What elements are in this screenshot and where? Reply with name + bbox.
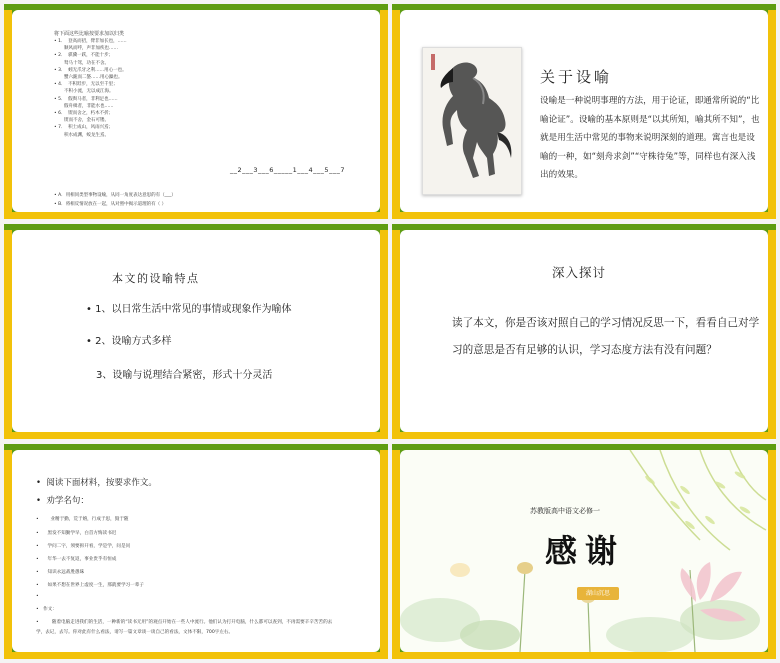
quote-item: • 年华一去不复返，事业贵乎有恒成 <box>36 557 117 562</box>
frame-right <box>768 10 776 212</box>
list-item-sub: 锲而不舍，金石可镂。 <box>64 118 109 124</box>
option-b: • B．将相反情况放在一起，从对照中揭示道理的有（ ） <box>54 202 167 207</box>
slide-thumb-4[interactable] <box>392 224 776 439</box>
slide-thumb-3[interactable] <box>4 224 388 439</box>
quote-item: • 黑发不知勤学早，白首方悔读书迟 <box>36 531 117 536</box>
frame-bottom <box>4 652 388 659</box>
frame-left <box>392 10 400 212</box>
quote-item: • 如果不想在世界上虚度一生，那就要学习一辈子 <box>36 583 144 588</box>
frame-left <box>392 450 400 652</box>
list-item: • 4． 不积跬步，无以至千里； <box>54 82 118 88</box>
frame-left <box>4 450 12 652</box>
slide-body-text: 读了本文，你是否该对照自己的学习情况反思一下，看看自己对学习的意思是否有足够的认识，学习态度方法有没有问题？ <box>452 317 760 356</box>
frame-right <box>768 230 776 432</box>
slide-card <box>400 450 768 652</box>
frame-bottom <box>4 432 388 439</box>
point-2: • 2、设喻方式多样 <box>86 336 172 347</box>
slide-card <box>400 230 768 432</box>
quote-item: • 学问二字，须要拆开看，学是学，问是问 <box>36 544 131 549</box>
list-item-sub: 不积小流，无以成江海。 <box>64 89 114 95</box>
essay-label: • 作文： <box>36 607 57 612</box>
quotes-label: • 劝学名句： <box>36 496 89 506</box>
list-item: • 3． 蚓无爪牙之利……用心一也。 <box>54 67 127 73</box>
list-item: • 6． 锲而舍之，朽木不折； <box>54 111 114 117</box>
list-item-sub: 顺风而呼，声非加疾也…… <box>64 46 118 52</box>
essay-prompt: • 随着电脑走进我们的生活，一种新的“读书无用”的观点开始在一些人中流行。他们认为打开电脑，什么都可以查到，不再需要辛辛苦苦的去学，去记，去写。你对此有什么看法，请写一篇文章谈一谈自己的看法，文体不限，700字左右。 <box>36 620 333 635</box>
slide-thumb-1[interactable] <box>4 4 388 219</box>
point-3: 3、设喻与说理结合紧密，形式十分灵活 <box>96 370 273 381</box>
slide-thumb-5[interactable] <box>4 444 388 659</box>
frame-bottom <box>392 652 776 659</box>
list-item: • 7． 积土成山，风雨兴焉； <box>54 125 114 131</box>
exercise-list <box>54 38 204 139</box>
list-item-sub: 驽马十驾，功在不舍。 <box>64 60 109 66</box>
frame-bottom <box>392 212 776 219</box>
slide-thumb-6[interactable] <box>392 444 776 659</box>
author-badge: 湖山沉思 <box>577 587 619 600</box>
point-1: • 1、以日常生活中常见的事情或现象作为喻体 <box>86 304 292 315</box>
option-a: • A．用相同类型事物设喻，从同一角度表达意思的有（___） <box>54 193 176 198</box>
list-item-sub: 蟹六跪而二螯……用心躁也。 <box>64 75 123 81</box>
option-list <box>54 191 176 209</box>
empty-bullet: • <box>36 594 39 599</box>
list-item-sub: 积水成渊，蛟龙生焉。 <box>64 132 109 138</box>
course-subtitle: 苏教版高中语文必修一 <box>530 507 600 515</box>
list-item: • 5． 假舆马者，非利足也…… <box>54 96 118 102</box>
list-item: • 1． 登高而招，臂非加长也，…… <box>54 39 127 44</box>
slide-card <box>12 10 380 212</box>
slide-title: 关于设喻 <box>540 68 613 86</box>
slide-title: 本文的设喻特点 <box>112 272 200 285</box>
frame-bottom <box>4 212 388 219</box>
answer-line: __2___3___6_____1___4___5___7 <box>230 166 345 174</box>
frame-right <box>380 450 388 652</box>
thanks-title: 感谢 <box>545 532 626 570</box>
quote-item: • 业精于勤，荒于嬉，行成于思，毁于随 <box>36 517 129 522</box>
list-item-sub: 假舟楫者，非能水也…… <box>64 103 114 109</box>
instruction-line: • 阅读下面材料，按要求作文。 <box>36 478 157 488</box>
slide-body-text: 设喻是一种说明事理的方法，用于论证，即通常所说的“比喻论证”。设喻的基本原则是“以其所知，喻其所不知”，也就是用生活中常见的事物来说明深刻的道理。寓言也是设喻的一种，如“刻舟求剑”“守株待兔”等，同样也有深入浅出的效果。 <box>540 96 760 180</box>
list-item: • 2． 骐骥一跃，不能十步； <box>54 53 114 59</box>
frame-right <box>380 230 388 432</box>
slide-card <box>12 230 380 432</box>
slide-card <box>12 450 380 652</box>
frame-left <box>4 10 12 212</box>
frame-right <box>768 450 776 652</box>
frame-right <box>380 10 388 212</box>
exercise-heading: 将下面这些比喻按要求加以归类 <box>54 31 125 37</box>
horse-painting-image <box>422 47 522 195</box>
frame-bottom <box>392 432 776 439</box>
slide-thumb-2[interactable] <box>392 4 776 219</box>
frame-left <box>392 230 400 432</box>
slide-card <box>400 10 768 212</box>
quote-item: • 知识永远战胜愚昧 <box>36 570 85 575</box>
frame-left <box>4 230 12 432</box>
slide-title: 深入探讨 <box>552 265 607 280</box>
